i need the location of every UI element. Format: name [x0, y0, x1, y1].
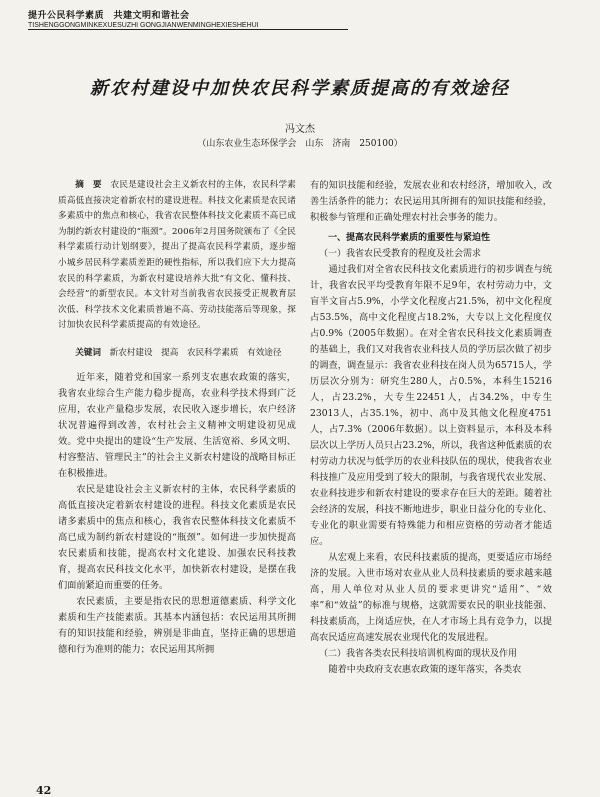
- section-heading: 一、提高农民科学素质的重要性与紧迫性: [328, 233, 491, 243]
- abstract: [58, 178, 296, 334]
- article-affiliation: （山东农业生态环保学会 山东 济南 250100）: [197, 139, 403, 149]
- body-paragraph: 近年来，随着党和国家一系列支农惠农政策的落实，我省农业综合生产能力稳步提高，农业科学技术得到广泛应用，农业产量稳步发展，农民收入逐步增长，农户经济状况普遍得到改善，农村社会主义精神文明建设初见成效。党中央提出的建设“生产发展、生活宽裕、乡风文明、村容整洁、管理民主”的社会主义新农村建设的战略目标正在积极推进。: [58, 371, 296, 479]
- body-paragraph: 从宏观上来看，农民科技素质的提高，更要适应市场经济的发展。入世市场对农业从业人员科技素质的要求越来越高，用人单位对从业人员的要求更讲究“适用”、“效率”和“效益”的标准与规格，这就需要农民的职业技能强、科技素质高，上岗适应快，在人才市场上具有竞争力，以提高农民适应高速发展农业现代化的发展进程。: [310, 552, 552, 643]
- body-paragraph: 农民是建设社会主义新农村的主体，农民科学素质的高低直接决定着新农村建设的进程。科技文化素质是农民诸多素质中的焦点和核心，我省农民整体科技文化素质不高已成为制约新农村建设的“瓶颈”。如何进一步加快提高农民素质和技能，提高农村文化建设、加强农民科技教育，提高农民科技文化水平，加快新农村建设，是摆在我们面前紧迫而重要的任务。: [58, 483, 296, 591]
- keywords-label: 关键词: [75, 347, 101, 358]
- keywords: [58, 346, 296, 362]
- left-column: [58, 178, 296, 658]
- page-number: 42: [36, 784, 52, 797]
- abstract-text: 农民是建设社会主义新农村的主体，农民科学素质高低直接决定着新农村的建设进程。科技文化素质是农民诸多素质中的焦点和核心，我省农民整体科技文化素质不高已成为制约新农村建设的“瓶颈”。2006年2月国务院颁布了《全民科学素质行动计划纲要》，提出了提高农民科学素质，逐步缩小城乡居民科学素质差距的硬性指标，所以我们应下大力提高农民的科学素质，为新农村建设培养大批“有文化、懂科技、会经营”的新型农民。本文针对当前我省农民接受正规教育层次低、科学技术文化素质普遍不高、劳动技能落后等现象，探讨加快农民科学素质提高的有效途径。: [58, 180, 296, 331]
- right-column: [310, 178, 552, 678]
- abstract-label: 摘 要: [75, 180, 102, 190]
- body-paragraph: 农民素质，主要是指农民的思想道德素质、科学文化素质和生产技能素质。其基本内涵包括：农民运用其所拥有的知识技能和经验，辨别是非曲直，坚持正确的思想道德和行为准则的能力；农民运用其所拥: [58, 595, 296, 655]
- journal-pinyin: TISHENGGONGMINKEXUESUZHI GONGJIANWENMINGHEXIESHEHUI: [28, 22, 259, 29]
- body-paragraph: 有的知识技能和经验，发展农业和农村经济，增加收入，改善生活条件的能力；农民运用其所拥有的知识技能和经验，积极参与管理和正确处理农村社会事务的能力。: [310, 180, 552, 223]
- header-rule: [28, 29, 348, 30]
- journal-name: 提升公民科学素质 共建文明和谐社会: [28, 11, 190, 21]
- body-paragraph: 通过我们对全省农民科技文化素质进行的初步调查与统计，我省农民平均受教育年限不足9年，农村劳动力中，文盲半文盲占5.9%，小学文化程度占21.5%，初中文化程度占53.5%，高中文化程度占18.2%，大专以上文化程度仅占0.9%（2005年数据）。在对全省农民科技文化素质调查的基础上，我们又对我省农业科技人员的学历层次做了初步的调查，调查显示：我省农业科技在岗人员为65715人，学历层次分别为：研究生280人，占0.5%，本科生15216人，占23.2%，大专生22451人，占34.2%，中专生23013人，占35.1%，初中、高中及其他文化程度4751人，占7.3%（2006年数据）。以上资料显示，本科及本科层次以上学历人员只占23.2%，所以，我省这种低素质的农村劳动力状况与低学历的农业科技队伍的现状，使我省农业科技推广及应用受到了较大的限制，与我省现代农业发展、农业科技进步和新农村建设的要求存在巨大的差距。随着社会经济的发展，科技不断地进步，职业日益分化的专业化、专业化的职业需要有特殊能力和相应资格的劳动者才能适应。: [310, 264, 552, 547]
- body-paragraph: 随着中央政府支农惠农政策的逐年落实，各类农: [328, 664, 522, 675]
- keywords-text: 新农村建设 提高 农民科学素质 有效途径: [109, 347, 282, 358]
- running-header: [28, 8, 568, 30]
- article-author: 冯文杰: [285, 124, 315, 135]
- subsection-heading: （一）我省农民受教育的程度及社会需求: [319, 249, 482, 259]
- article-title: 新农村建设中加快农民科学素质提高的有效途径: [90, 78, 510, 99]
- subsection-heading: （二）我省各类农民科技培训机构面的现状及作用: [319, 649, 518, 659]
